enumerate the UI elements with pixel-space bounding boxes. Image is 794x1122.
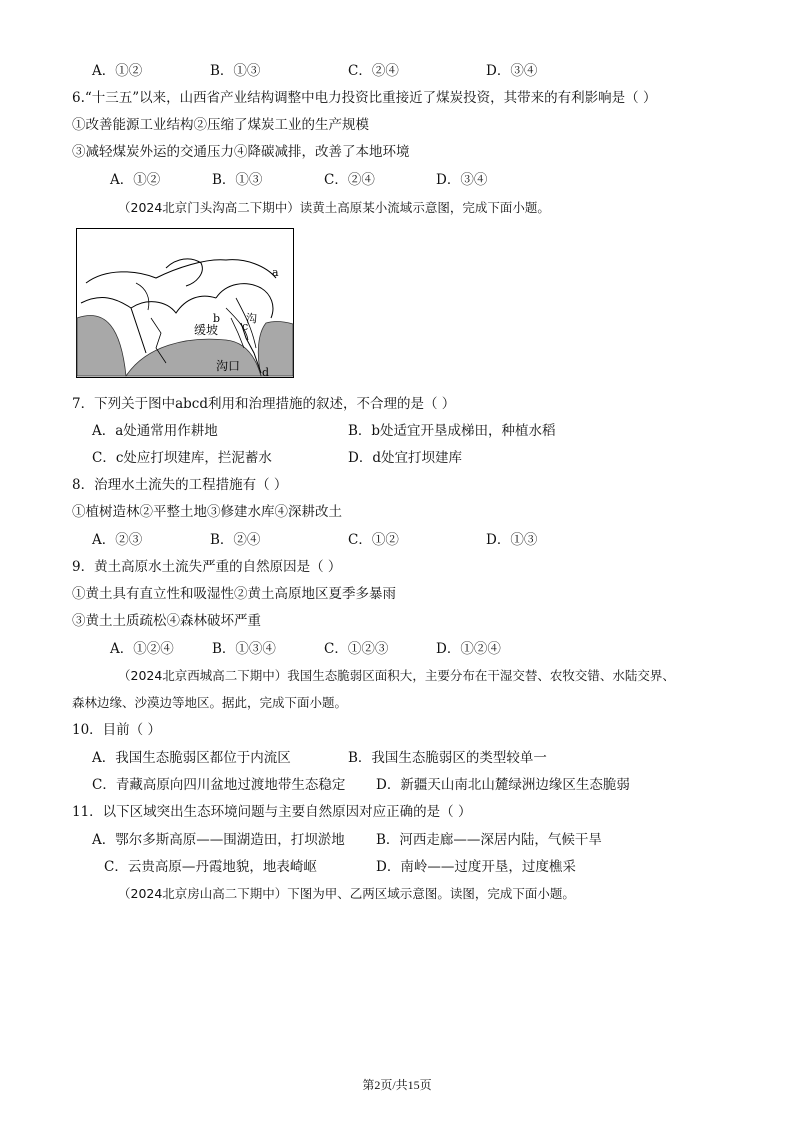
q5-option-b: B．①③ [210, 63, 261, 79]
q11-stem: 11．以下区域突出生态环境问题与主要自然原因对应正确的是（ ） [72, 804, 472, 820]
q8-option-d: D．①③ [486, 532, 538, 548]
q6-line2: ③减轻煤炭外运的交通压力④降碳减排，改善了本地环境 [72, 144, 410, 160]
q11-option-c: C．云贵高原—丹霞地貌，地表崎岖 [104, 859, 317, 875]
q10-option-d: D．新疆天山南北山麓绿洲边缘区生态脆弱 [376, 777, 630, 793]
source-note-2-line1: （2024北京西城高二下期中）我国生态脆弱区面积大，主要分布在干湿交替、农牧交错、水陆交界、 [118, 668, 675, 683]
q10-option-b: B．我国生态脆弱区的类型较单一 [348, 750, 547, 766]
q11-option-b: B．河西走廊——深居内陆，气候干旱 [376, 832, 602, 848]
q11-option-a: A．鄂尔多斯高原——围湖造田，打坝淤地 [92, 832, 345, 848]
q9-stem: 9．黄土高原水土流失严重的自然原因是（ ） [72, 559, 342, 575]
q6-stem: 6.“十三五”以来，山西省产业结构调整中电力投资比重接近了煤炭投资，其带来的有利影响是（ ） [72, 90, 657, 106]
page-number: 第2页/共15页 [362, 1078, 432, 1092]
q9-option-a: A．①②④ [110, 641, 174, 657]
source-note-3: （2024北京房山高二下期中）下图为甲、乙两区域示意图。读图，完成下面小题。 [118, 886, 575, 901]
q8-stem: 8．治理水土流失的工程措施有（ ） [72, 477, 288, 493]
q5-option-a: A．①② [92, 63, 143, 79]
q9-option-d: D．①②④ [436, 641, 501, 657]
q6-option-d: D．③④ [436, 172, 488, 188]
label-gully-mouth: 沟口 [216, 359, 241, 373]
q10-stem: 10．目前（ ） [72, 722, 161, 738]
watershed-figure [76, 228, 294, 378]
q7-option-d: D．d处宜打坝建库 [348, 450, 462, 466]
label-a: a [272, 266, 279, 279]
q8-option-c: C．①② [348, 532, 399, 548]
q9-line1: ①黄土具有直立性和吸湿性②黄土高原地区夏季多暴雨 [72, 586, 396, 602]
label-c: c [242, 320, 249, 333]
q9-line2: ③黄土土质疏松④森林破坏严重 [72, 613, 261, 629]
q5-option-d: D．③④ [486, 63, 538, 79]
q8-option-b: B．②④ [210, 532, 261, 548]
label-gentle-slope: 缓坡 [194, 323, 219, 337]
q6-option-a: A．①② [110, 172, 161, 188]
q7-stem: 7．下列关于图中abcd利用和治理措施的叙述，不合理的是（ ） [72, 396, 456, 412]
q7-option-c: C．c处应打坝建库，拦泥蓄水 [92, 450, 272, 466]
q9-option-b: B．①③④ [212, 641, 276, 657]
q7-option-b: B．b处适宜开垦成梯田，种植水稻 [348, 423, 556, 439]
q6-option-b: B．①③ [212, 172, 263, 188]
label-d: d [262, 366, 270, 378]
q10-option-a: A．我国生态脆弱区都位于内流区 [92, 750, 291, 766]
label-gully: 沟 [246, 312, 257, 325]
q8-line1: ①植树造林②平整土地③修建水库④深耕改土 [72, 504, 342, 520]
q5-option-c: C．②④ [348, 63, 399, 79]
source-note-2-line2: 森林边缘、沙漠边等地区。据此，完成下面小题。 [72, 695, 348, 710]
source-note-1: （2024北京门头沟高二下期中）读黄土高原某小流域示意图，完成下面小题。 [118, 200, 550, 215]
q7-option-a: A．a处通常用作耕地 [92, 423, 218, 439]
q6-option-c: C．②④ [324, 172, 375, 188]
label-b: b [213, 312, 221, 325]
watershed-diagram [76, 228, 294, 378]
q6-line1: ①改善能源工业结构②压缩了煤炭工业的生产规模 [72, 117, 369, 133]
q8-option-a: A．②③ [92, 532, 143, 548]
q11-option-d: D．南岭——过度开垦，过度樵采 [376, 859, 576, 875]
q10-option-c: C．青藏高原向四川盆地过渡地带生态稳定 [92, 777, 346, 793]
q9-option-c: C．①②③ [324, 641, 389, 657]
